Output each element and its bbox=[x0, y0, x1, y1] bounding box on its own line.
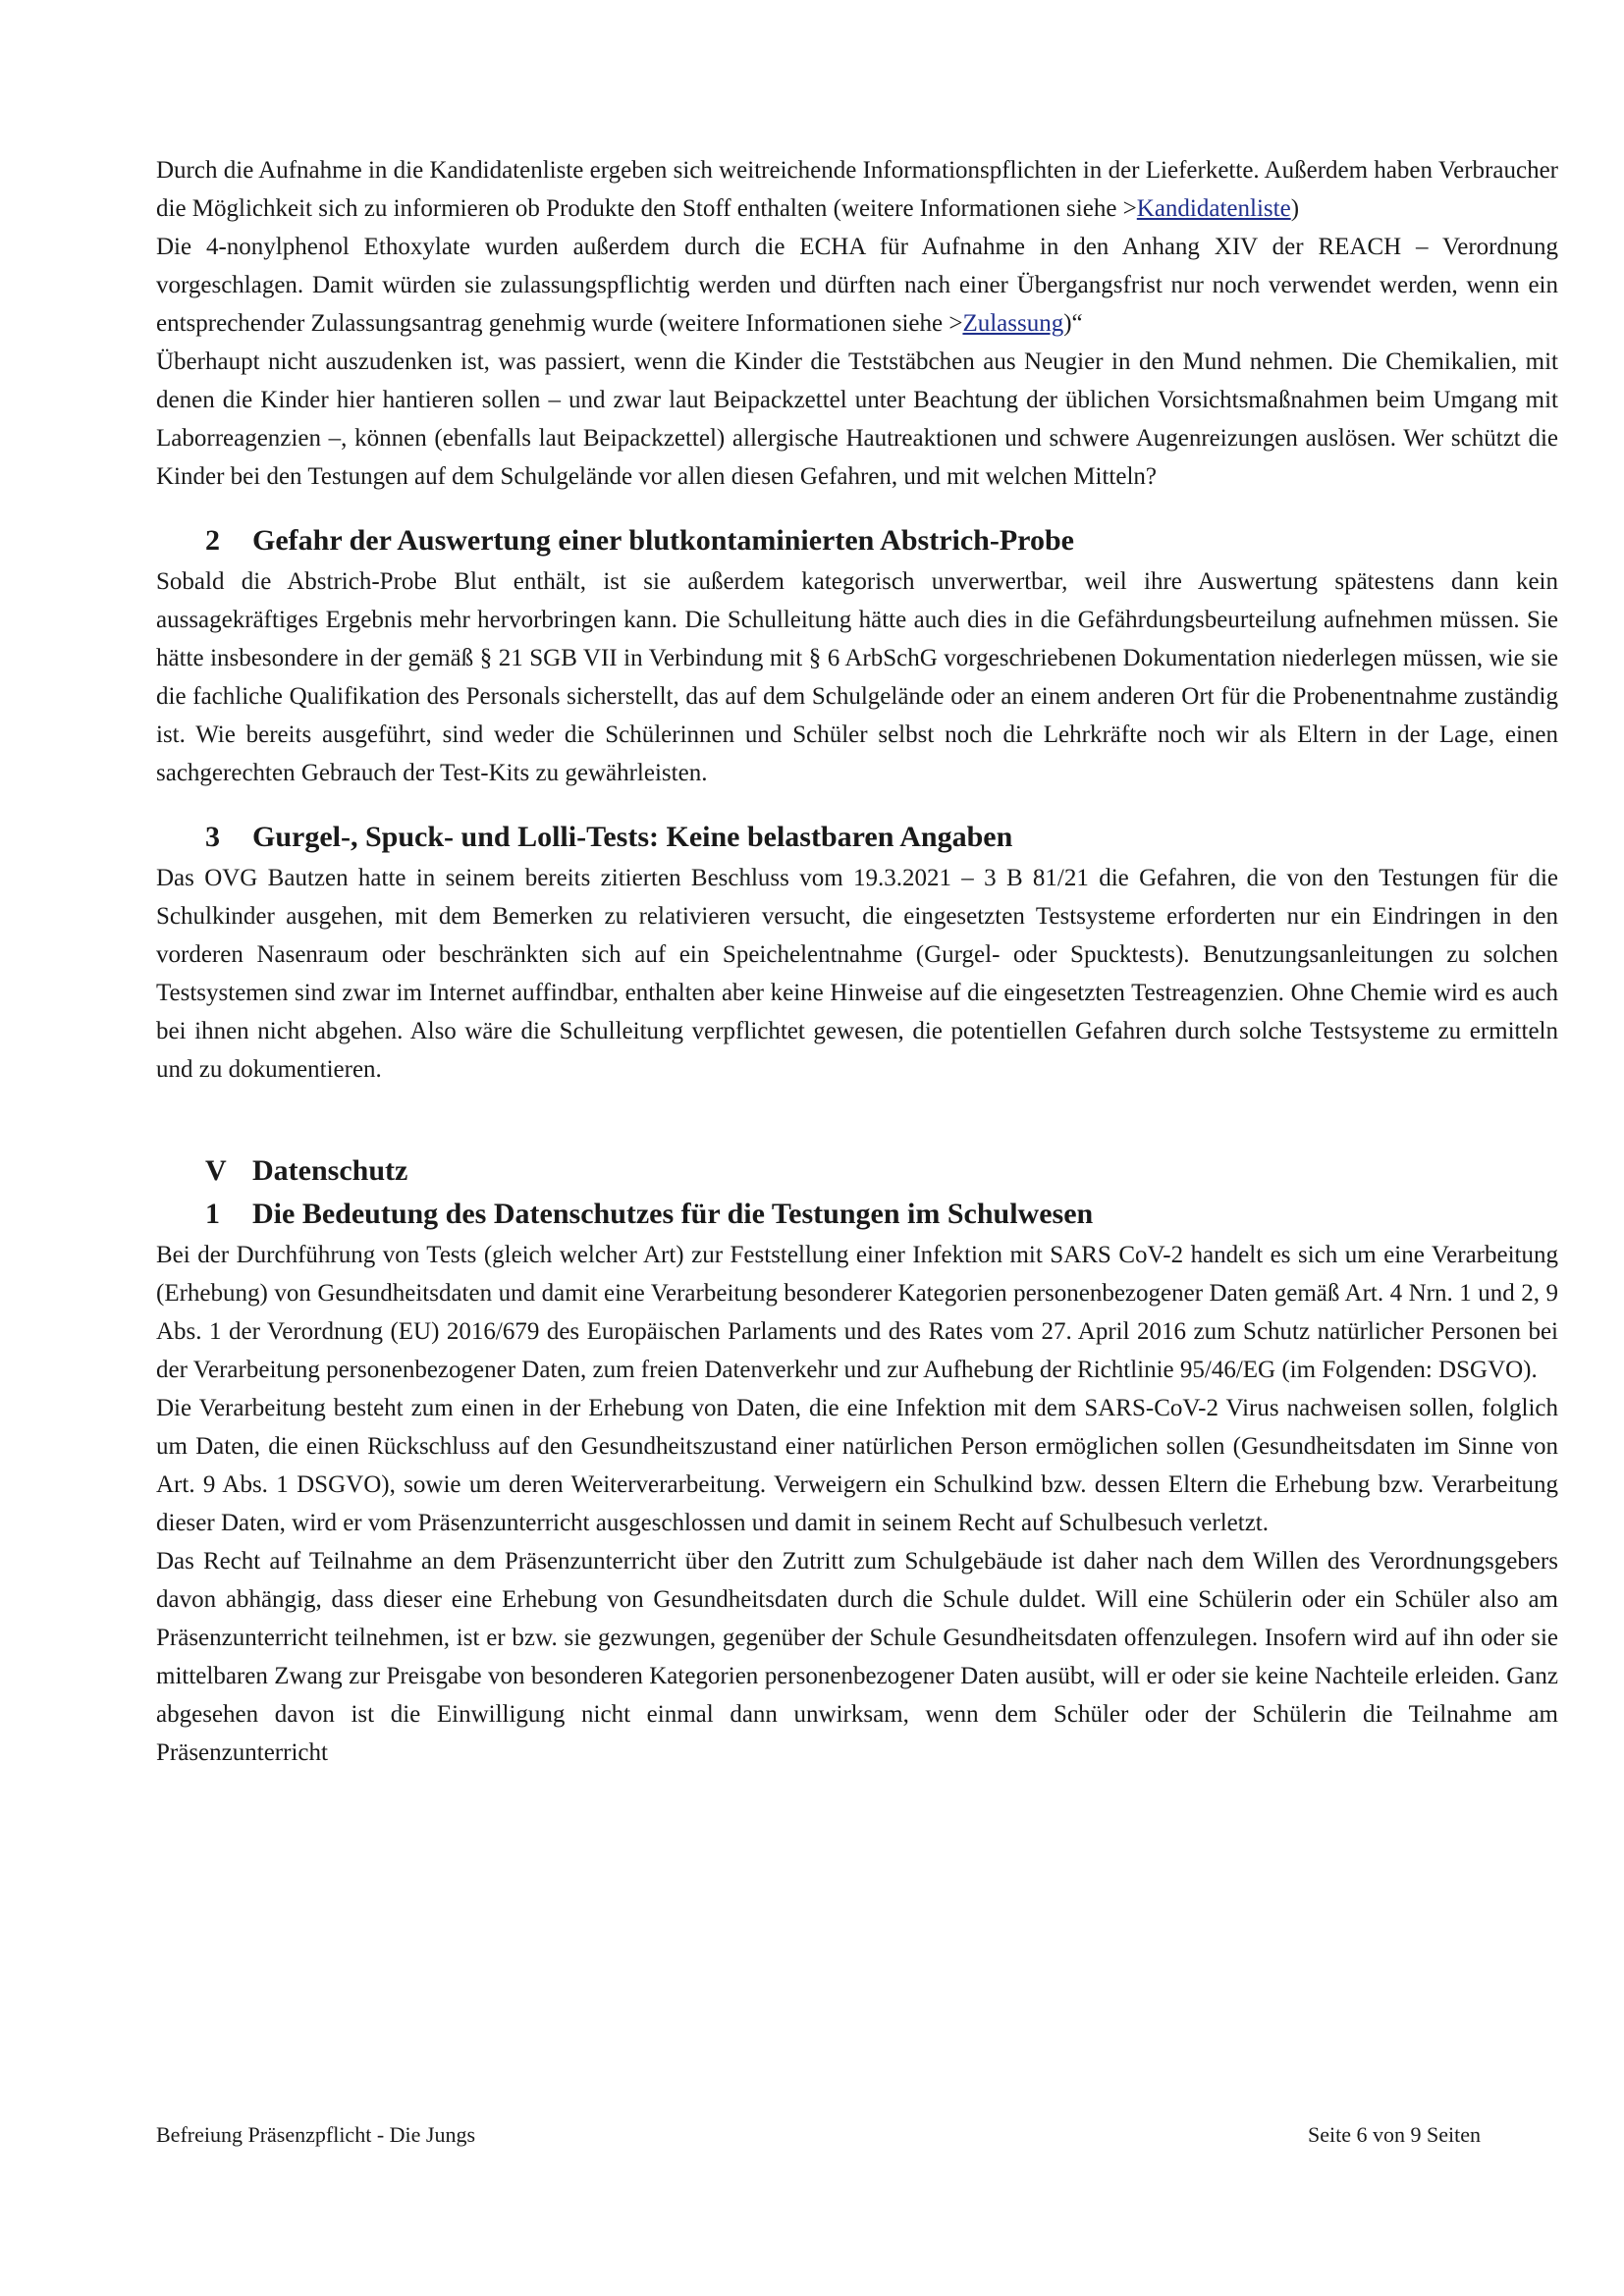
footer-title: Befreiung Präsenzpflicht - Die Jungs bbox=[156, 2122, 476, 2147]
section-title: Gurgel-, Spuck- und Lolli-Tests: Keine belastbaren Angaben bbox=[252, 821, 1013, 853]
zulassung-link[interactable]: Zulassung bbox=[962, 310, 1064, 337]
section-2-heading bbox=[156, 519, 1558, 562]
paragraph bbox=[156, 151, 1558, 228]
paragraph: Bei der Durchführung von Tests (gleich welcher Art) zur Feststellung einer Infektion mit SARS CoV-2 handelt es sich um eine Verarbeitung (Erhebung) von Gesundheitsdaten und damit eine Verarbeitung besonderer Kategorien personenbezogener Daten gemäß Art. 4 Nrn. 1 und 2, 9 Abs. 1 der Verordnung (EU) 2016/679 des Europäischen Parlaments und des Rates vom 27. April 2016 zum Schutz natürlicher Personen bei der Verarbeitung personenbezogener Daten, zum freien Datenverkehr und zur Aufhebung der Richtlinie 95/46/EG (im Folgenden: DSGVO). bbox=[156, 1242, 1558, 1383]
paragraph: Das Recht auf Teilnahme an dem Präsenzunterricht über den Zutritt zum Schulgebäude ist daher nach dem Willen des Verordnungsgebers davon abhängig, dass dieser eine Erhebung von Gesundheitsdaten durch die Schule duldet. Will eine Schülerin oder ein Schüler also am Präsenzunterricht teilnehmen, ist er bzw. sie gezwungen, gegenüber der Schule Gesundheitsdaten offenzulegen. Insofern wird auf ihn oder sie mittelbaren Zwang zur Preisgabe von besonderen Kategorien personenbezogener Daten ausübt, will er oder sie keine Nachteile erleiden. Ganz abgesehen davon ist die Einwilligung nicht einmal dann unwirksam, wenn dem Schüler oder der Schülerin die Teilnahme am Präsenzunterricht bbox=[156, 1548, 1558, 1766]
spacer bbox=[156, 496, 1558, 519]
page-footer bbox=[156, 2120, 1481, 2150]
document-page bbox=[156, 151, 1558, 1772]
page-number: Seite 6 von 9 Seiten bbox=[1308, 2122, 1481, 2147]
paragraph-text: ) bbox=[1290, 195, 1300, 222]
kandidatenliste-link[interactable]: Kandidatenliste bbox=[1136, 195, 1291, 222]
paragraph bbox=[156, 228, 1558, 343]
section-number: 1 bbox=[205, 1198, 220, 1230]
section-number: 2 bbox=[205, 524, 220, 557]
paragraph-text: )“ bbox=[1063, 310, 1083, 337]
paragraph-text: Durch die Aufnahme in die Kandidatenliste ergeben sich weitreichende Informationspflichten in der Lieferkette. Außerdem haben Verbraucher die Möglichkeit sich zu informieren ob Produkte den Stoff enthalten (weitere Informationen siehe > bbox=[156, 157, 1558, 222]
section-title: Die Bedeutung des Datenschutzes für die Testungen im Schulwesen bbox=[252, 1198, 1094, 1230]
spacer bbox=[156, 1089, 1558, 1149]
spacer bbox=[156, 792, 1558, 816]
section-title: Gefahr der Auswertung einer blutkontaminierten Abstrich-Probe bbox=[252, 524, 1074, 557]
section-3-body: Das OVG Bautzen hatte in seinem bereits zitierten Beschluss vom 19.3.2021 – 3 B 81/21 die Gefahren, die von den Testungen für die Schulkinder ausgehen, mit dem Bemerken zu relativieren versucht, die eingesetzten Testsysteme erforderten nur ein Eindringen in den vorderen Nasenraum oder beschränkten sich auf ein Speichelentnahme (Gurgel- oder Spucktests). Benutzungsanleitungen zu solchen Testsystemen sind zwar im Internet auffindbar, enthalten aber keine Hinweise auf die eingesetzten Testreagenzien. Ohne Chemie wird es auch bei ihnen nicht abgehen. Also wäre die Schulleitung verpflichtet gewesen, die potentiellen Gefahren durch solche Testsysteme zu ermitteln und zu dokumentieren. bbox=[156, 865, 1558, 1083]
paragraph: Die Verarbeitung besteht zum einen in der Erhebung von Daten, die eine Infektion mit dem SARS-CoV-2 Virus nachweisen sollen, folglich um Daten, die einen Rückschluss auf den Gesundheitszustand einer natürlichen Person ermöglichen sollen (Gesundheitsdaten im Sinne von Art. 9 Abs. 1 DSGVO), sowie um deren Weiterverarbeitung. Verweigern ein Schulkind bzw. dessen Eltern die Erhebung bzw. Verarbeitung dieser Daten, wird er vom Präsenzunterricht ausgeschlossen und damit in seinem Recht auf Schulbesuch verletzt. bbox=[156, 1395, 1558, 1536]
paragraph-text: Die 4-nonylphenol Ethoxylate wurden außerdem durch die ECHA für Aufnahme in den Anhang XIV der REACH – Verordnung vorgeschlagen. Damit würden sie zulassungspflichtig werden und dürften nach einer Übergangsfrist nur noch verwendet werden, wenn ein entsprechender Zulassungsantrag genehmig wurde (weitere Informationen siehe > bbox=[156, 234, 1558, 337]
section-2-body: Sobald die Abstrich-Probe Blut enthält, ist sie außerdem kategorisch unverwertbar, weil ihre Auswertung spätestens dann kein aussagekräftiges Ergebnis mehr hervorbringen kann. Die Schulleitung hätte auch dies in die Gefährdungsbeurteilung aufnehmen müssen. Sie hätte insbesondere in der gemäß § 21 SGB VII in Verbindung mit § 6 ArbSchG vorgeschriebenen Dokumentation niederlegen müssen, wie sie die fachliche Qualifikation des Personals sicherstellt, das auf dem Schulgelände oder an einem anderen Ort für die Probenentnahme zuständig ist. Wie bereits ausgeführt, sind weder die Schülerinnen und Schüler selbst noch die Lehrkräfte noch wir als Eltern in der Lage, einen sachgerechten Gebrauch der Test-Kits zu gewährleisten. bbox=[156, 568, 1558, 786]
section-title: Datenschutz bbox=[252, 1154, 408, 1187]
section-3-heading bbox=[156, 816, 1558, 859]
section-v-heading bbox=[156, 1149, 1558, 1193]
section-v1-heading bbox=[156, 1193, 1558, 1236]
section-number: V bbox=[205, 1154, 227, 1187]
paragraph: Überhaupt nicht auszudenken ist, was passiert, wenn die Kinder die Teststäbchen aus Neugier in den Mund nehmen. Die Chemikalien, mit denen die Kinder hier hantieren sollen – und zwar laut Beipackzettel unter Beachtung der üblichen Vorsichtsmaßnahmen beim Umgang mit Laborreagenzien –, können (ebenfalls laut Beipackzettel) allergische Hautreaktionen und schwere Augenreizungen auslösen. Wer schützt die Kinder bei den Testungen auf dem Schulgelände vor allen diesen Gefahren, und mit welchen Mitteln? bbox=[156, 348, 1558, 490]
section-number: 3 bbox=[205, 821, 220, 853]
